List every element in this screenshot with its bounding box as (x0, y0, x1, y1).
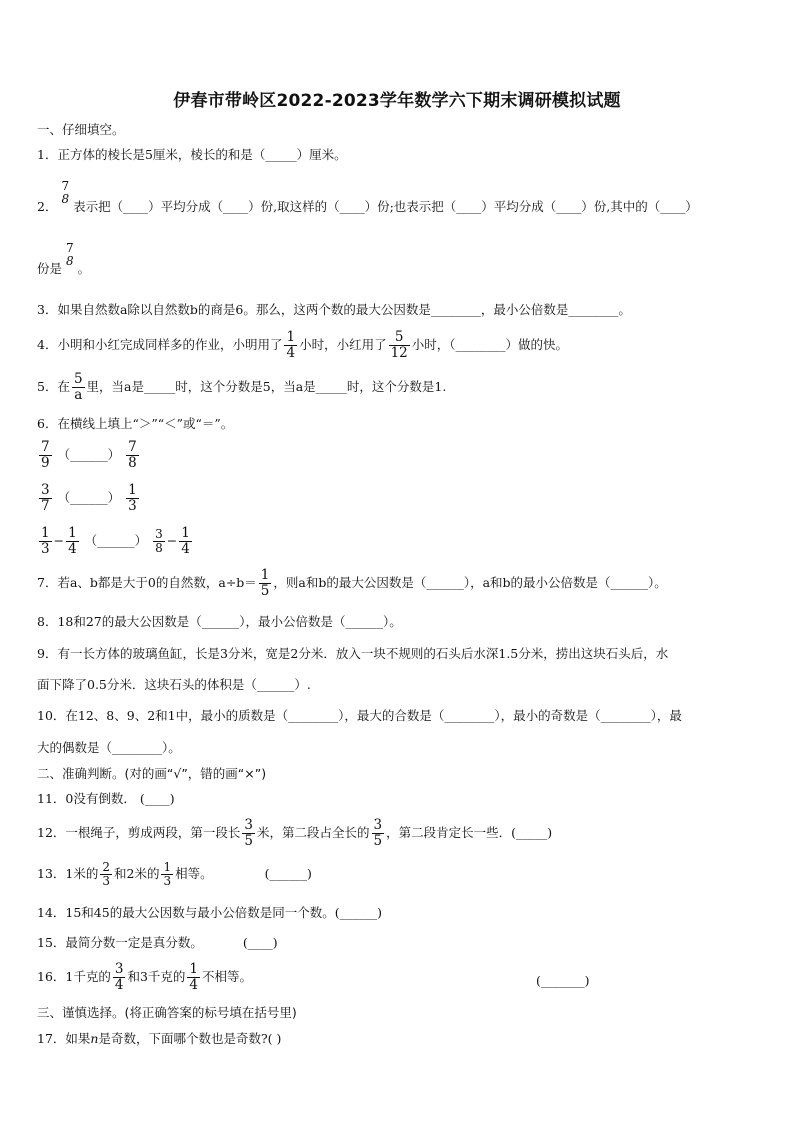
question-8: 8．18和27的最大公因数是（______），最小公倍数是（______）。 (37, 614, 402, 629)
q13-text-b: 和2米的 (114, 866, 160, 881)
q6-r1-right (126, 440, 139, 471)
q6-r1-rd: 8 (128, 455, 137, 471)
q2-fraction (59, 180, 71, 206)
q12-text-c: ，第二段肯定长一些．(_____) (386, 825, 553, 840)
q6-r3-cn: 3 (155, 527, 163, 541)
q7-fraction (259, 568, 272, 599)
question-7 (37, 568, 667, 599)
q12-text-a: 12．一根绳子，剪成两段，第一段长 (37, 825, 241, 840)
q6-r1-ld: 9 (41, 455, 50, 471)
q13-text-a: 13．1米的 (37, 866, 99, 881)
question-10: 10．在12、8、9、2和1中，最小的质数是（________），最大的合数是（________），最小的奇数是（________），最 (37, 708, 682, 723)
q4-f1-num: 1 (286, 329, 296, 345)
question-10-cont: 大的偶数是（________）。 (37, 740, 181, 755)
q6-r2-blank: （______） (57, 490, 121, 505)
question-16 (37, 962, 252, 993)
q4-f1-den: 4 (286, 345, 296, 361)
q17-text-a: 17．如果 (37, 1031, 91, 1046)
q6-row-3 (37, 526, 194, 557)
q17-text-b: 是奇数，下面哪个数也是奇数?( ) (98, 1031, 282, 1046)
q6-r2-rd: 3 (128, 498, 137, 514)
question-5 (37, 372, 446, 403)
q6-r1-blank: （______） (57, 447, 121, 462)
q5-fraction (72, 372, 85, 403)
q13-f2-den: 3 (163, 874, 172, 888)
q6-r2-ln: 3 (41, 482, 50, 498)
q12-f1-num: 3 (244, 817, 254, 833)
q13-f1-den: 3 (102, 874, 110, 888)
q4-f2-den: 12 (390, 345, 408, 361)
q7-text-a: 7．若a、b都是大于0的自然数，a÷b＝ (37, 575, 257, 590)
q16-fraction-2 (187, 962, 200, 993)
question-12 (37, 818, 552, 849)
q13-blank: (______) (264, 866, 312, 881)
q16-blank: (_______) (536, 973, 590, 988)
q15-blank: (____) (242, 935, 278, 950)
question-2 (37, 180, 698, 215)
q2-line2-suffix: 。 (77, 261, 91, 276)
q6-r3-dd: 4 (181, 541, 190, 557)
question-4 (37, 330, 568, 361)
q6-r3-bd: 4 (68, 541, 77, 557)
q2-frac2-den: 8 (66, 254, 74, 268)
q6-r3-cd: 8 (155, 541, 163, 555)
q5-f-num: 5 (73, 371, 83, 387)
q16-text-c: 不相等。 (202, 969, 253, 984)
q6-r1-left (39, 440, 52, 471)
q2-text: 表示把（____）平均分成（____）份,取这样的（____）份;也表示把（____）平均分成（____）份,其中的（____） (73, 199, 698, 214)
q4-fraction-2 (389, 330, 410, 361)
question-11: 11．0没有倒数． (____) (37, 791, 175, 806)
q6-r3-a (39, 526, 52, 557)
q15-text: 15．最简分数一定是真分数。 (37, 935, 203, 950)
q12-f1-den: 5 (244, 833, 254, 849)
q6-row-1 (37, 440, 141, 471)
q6-r3-dn: 1 (181, 525, 190, 541)
question-13 (37, 861, 312, 888)
q12-f2-den: 5 (373, 833, 383, 849)
q4-fraction-1 (284, 330, 297, 361)
q2-frac2-num: 7 (66, 241, 74, 255)
q5-text-a: 5．在 (37, 379, 70, 394)
q12-f2-num: 3 (373, 817, 383, 833)
q6-row-2 (37, 483, 141, 514)
q7-f-num: 1 (260, 567, 270, 583)
q4-text-a: 4．小明和小红完成同样多的作业，小明用了 (37, 337, 283, 352)
question-14: 14．15和45的最大公因数与最小公倍数是同一个数。(______) (37, 905, 382, 920)
question-3: 3．如果自然数a除以自然数b的商是6。那么，这两个数的最大公因数是________，最小公倍数是________。 (37, 302, 631, 317)
q6-r3-c (153, 528, 165, 555)
q13-f1-num: 2 (102, 860, 110, 874)
q16-text-a: 16．1千克的 (37, 969, 111, 984)
question-2-cont (37, 242, 90, 277)
q6-r1-ln: 7 (41, 439, 50, 455)
q2-frac-num: 7 (61, 179, 70, 193)
q4-text-c: 小时，（________）做的快。 (411, 337, 569, 352)
q6-r2-left (39, 483, 52, 514)
q2-fraction-2 (64, 242, 76, 268)
q6-r1-rn: 7 (128, 439, 137, 455)
question-9: 9．有一长方体的玻璃鱼缸，长是3分米，宽是2分米．放入一块不规则的石头后水深1.5分米，捞出这块石头后，水 (37, 646, 669, 661)
section-heading-choice: 三、谨慎选择。(将正确答案的标号填在括号里) (37, 1005, 297, 1020)
question-1: 1．正方体的棱长是5厘米，棱长的和是（_____）厘米。 (37, 147, 347, 162)
q2-line2-prefix: 份是 (37, 261, 63, 276)
q6-r3-bn: 1 (68, 525, 77, 541)
section-heading-judge: 二、准确判断。(对的画“√”，错的画“×”) (37, 766, 267, 781)
q16-f1-den: 4 (114, 977, 124, 993)
q4-text-b: 小时，小红用了 (299, 337, 387, 352)
q16-fraction-1 (113, 962, 126, 993)
q12-fraction-1 (242, 818, 255, 849)
q7-f-den: 5 (260, 583, 270, 599)
q6-r3-ad: 3 (41, 541, 50, 557)
q6-r2-right (126, 483, 139, 514)
q5-text-b: 里，当a是_____时，这个分数是5，当a是_____时，这个分数是1. (86, 379, 447, 394)
q6-r3-minus-1: − (53, 533, 65, 548)
page-title: 伊春市带岭区2022-2023学年数学六下期末调研模拟试题 (173, 91, 621, 111)
q6-r2-rn: 1 (128, 482, 137, 498)
q4-f2-num: 5 (389, 330, 410, 346)
q5-f-den: a (74, 387, 83, 403)
q13-text-c: 相等。 (175, 866, 213, 881)
q2-prefix: 2． (37, 199, 58, 214)
q16-text-b: 和3千克的 (127, 969, 186, 984)
q16-f2-den: 4 (189, 977, 198, 993)
q17-variable: n (90, 1031, 99, 1046)
q13-fraction-1 (100, 861, 112, 888)
q6-r3-b (66, 526, 79, 557)
question-9-cont: 面下降了0.5分米．这块石头的体积是（______）. (37, 677, 311, 692)
q13-f2-num: 1 (163, 860, 172, 874)
question-17 (37, 1031, 281, 1047)
q16-f1-num: 3 (114, 961, 124, 977)
q6-r3-minus-2: − (166, 533, 178, 548)
q7-text-b: ，则a和b的最大公因数是（______），a和b的最小公倍数是（______）。 (273, 575, 667, 590)
q16-f2-num: 1 (189, 961, 198, 977)
question-15 (37, 935, 278, 951)
q6-r3-blank: （______） (84, 533, 148, 548)
q6-r2-ld: 7 (41, 498, 50, 514)
q12-fraction-2 (372, 818, 385, 849)
q6-r3-an: 1 (41, 525, 50, 541)
q2-frac-den: 8 (61, 192, 70, 206)
q12-text-b: 米，第二段占全长的 (257, 825, 370, 840)
q6-r3-d (179, 526, 192, 557)
q13-fraction-2 (161, 861, 173, 888)
question-6: 6．在横线上填上“＞”“＜”或“＝”。 (37, 416, 234, 431)
section-heading-fill: 一、仔细填空。 (37, 122, 125, 137)
